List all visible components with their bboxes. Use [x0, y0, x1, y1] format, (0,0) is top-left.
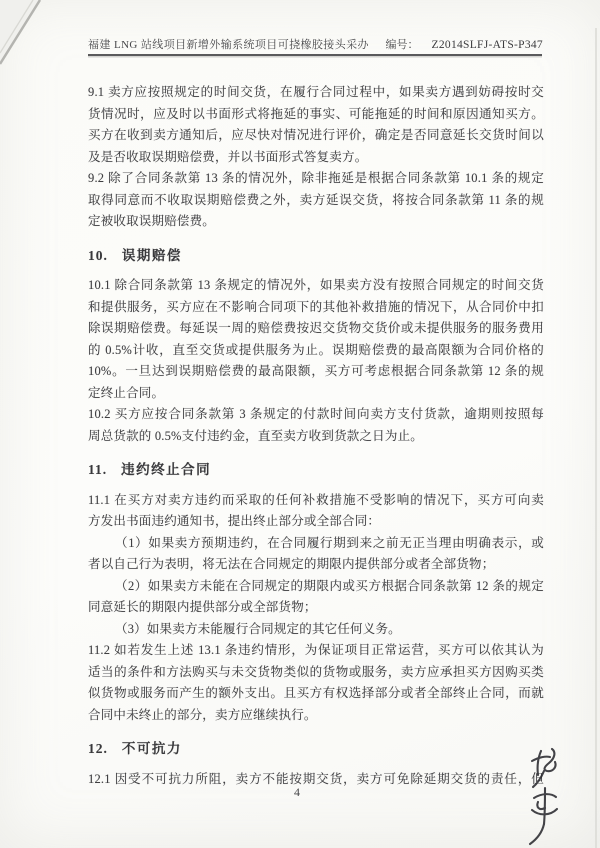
- page-header: [88, 35, 543, 53]
- clause-11-1-item-2: [88, 576, 544, 619]
- scan-edge-line: [595, 28, 597, 848]
- header-document-number: [386, 35, 543, 53]
- paragraph-line: 周总货款的 0.5%支付违约金，直至卖方收到货款之日为止。: [88, 428, 423, 443]
- paragraph-line: 11.1 在买方对卖方违约而采取的任何补救措施不受影响的情况下，买方可向卖: [88, 492, 544, 507]
- paragraph-line: 者以自己行为表明，将无法在合同规定的期限内提供部分或者全部货物；: [88, 557, 495, 571]
- paragraph-line: 取得同意而不收取误期赔偿费之外，卖方延误交货，将按合同条款第 11 条的规: [88, 192, 544, 207]
- paragraph-line: 10.2 买方应按合同条款第 3 条规定的付款时间向卖方支付货款，逾期则按照每: [88, 407, 544, 421]
- header-rule: [88, 54, 542, 56]
- section-heading-number: 10.: [88, 247, 108, 263]
- clause-9-2: [88, 168, 544, 233]
- paragraph-line: 10.1 除合同条款第 13 条规定的情况外，如果卖方没有按照合同规定的时间交货: [88, 278, 544, 292]
- paragraph-line: 12.1 因受不可抗力所阻，卖方不能按期交货，卖方可免除延期交货的责任，但: [88, 771, 544, 786]
- paragraph-line: 和提供服务，买方应在不影响合同项下的其他补救措施的情况下，从合同价中扣: [88, 299, 544, 314]
- clause-11-1: [88, 490, 544, 533]
- paragraph-line: 定被收取误期赔偿费。: [88, 214, 216, 228]
- clause-11-1-item-3: [88, 619, 544, 641]
- page-number: 4: [294, 785, 300, 799]
- section-heading-title: 违约终止合同: [121, 462, 212, 477]
- paragraph-line: 定终止合同。: [88, 385, 165, 400]
- paragraph-line: （3）如果卖方未能履行合同规定的其它任何义务。: [115, 621, 401, 636]
- paragraph-line: 货情况时，应及时以书面形式将拖延的事实、可能拖延的时间和原因通知买方。: [88, 106, 544, 121]
- section-heading-number: 12.: [88, 741, 108, 756]
- section-12-heading: [88, 738, 544, 760]
- paragraph-line: 同意延长的期限内提供部分或全部货物；: [88, 600, 317, 614]
- header-number-value: Z2014SLFJ-ATS-P347: [431, 39, 543, 51]
- header-project-title: 福建 LNG 站线项目新增外输系统项目可挠橡胶接头采办: [88, 39, 369, 51]
- section-11-heading: [88, 459, 544, 481]
- header-number-label: 编号：: [385, 39, 419, 51]
- paragraph-line: 除误期赔偿费。每延误一周的赔偿费按迟交货物交货价或未提供服务的服务费用: [88, 321, 544, 335]
- scan-corner-artifact: [0, 0, 70, 80]
- paragraph-line: 适当的条件和方法购买与未交货物类似的货物或服务，卖方应承担买方因购买类: [88, 664, 544, 679]
- paragraph-line: 的 0.5%计收，直至交货或提供服务为止。误期赔偿费的最高限额为合同价格的: [88, 342, 544, 357]
- paragraph-line: 9.2 除了合同条款第 13 条的情况外，除非拖延是根据合同条款第 10.1 条的规定: [88, 171, 544, 185]
- section-heading-title: 不可抗力: [121, 741, 182, 756]
- paragraph-line: 合同中未终止的部分，卖方应继续执行。: [88, 707, 317, 722]
- paragraph-line: （1）如果卖方预期违约，在合同履行期到来之前无正当理由明确表示，或: [115, 535, 544, 550]
- signature-handwritten: [510, 740, 582, 848]
- paragraph-line: （2）如果卖方未能在合同规定的期限内或买方根据合同条款第 12 条的规定: [115, 578, 544, 593]
- paragraph-line: 及是否收取误期赔偿费，并以书面形式答复卖方。: [88, 149, 368, 164]
- paragraph-line: 似货物或服务而产生的额外支出。且买方有权选择部分或者全部终止合同，而就: [88, 686, 544, 700]
- contract-body: [88, 82, 544, 790]
- section-10-heading: [88, 245, 544, 267]
- clause-11-2: [88, 640, 544, 726]
- paragraph-line: 9.1 卖方应按照规定的时间交货，在履行合同过程中，如果卖方遇到妨碍按时交: [88, 85, 544, 99]
- paragraph-line: 买方在收到卖方通知后，应尽快对情况进行评价，确定是否同意延长交货时间以: [88, 128, 544, 142]
- clause-11-1-item-1: [88, 533, 544, 576]
- paragraph-line: 10%。一旦达到误期赔偿费的最高限额，买方可考虑根据合同条款第 12 条的规: [88, 364, 544, 378]
- section-heading-number: 11.: [88, 462, 108, 477]
- clause-10-1: [88, 275, 544, 404]
- paragraph-line: 11.2 如若发生上述 13.1 条违约情形，为保证项目正常运营，买方可以依其认为: [88, 643, 544, 657]
- clause-10-2: [88, 404, 544, 447]
- section-heading-title: 误期赔偿: [121, 247, 182, 263]
- clause-9-1: [88, 82, 544, 168]
- paragraph-line: 方发出书面违约通知书，提出终止部分或全部合同：: [88, 514, 381, 528]
